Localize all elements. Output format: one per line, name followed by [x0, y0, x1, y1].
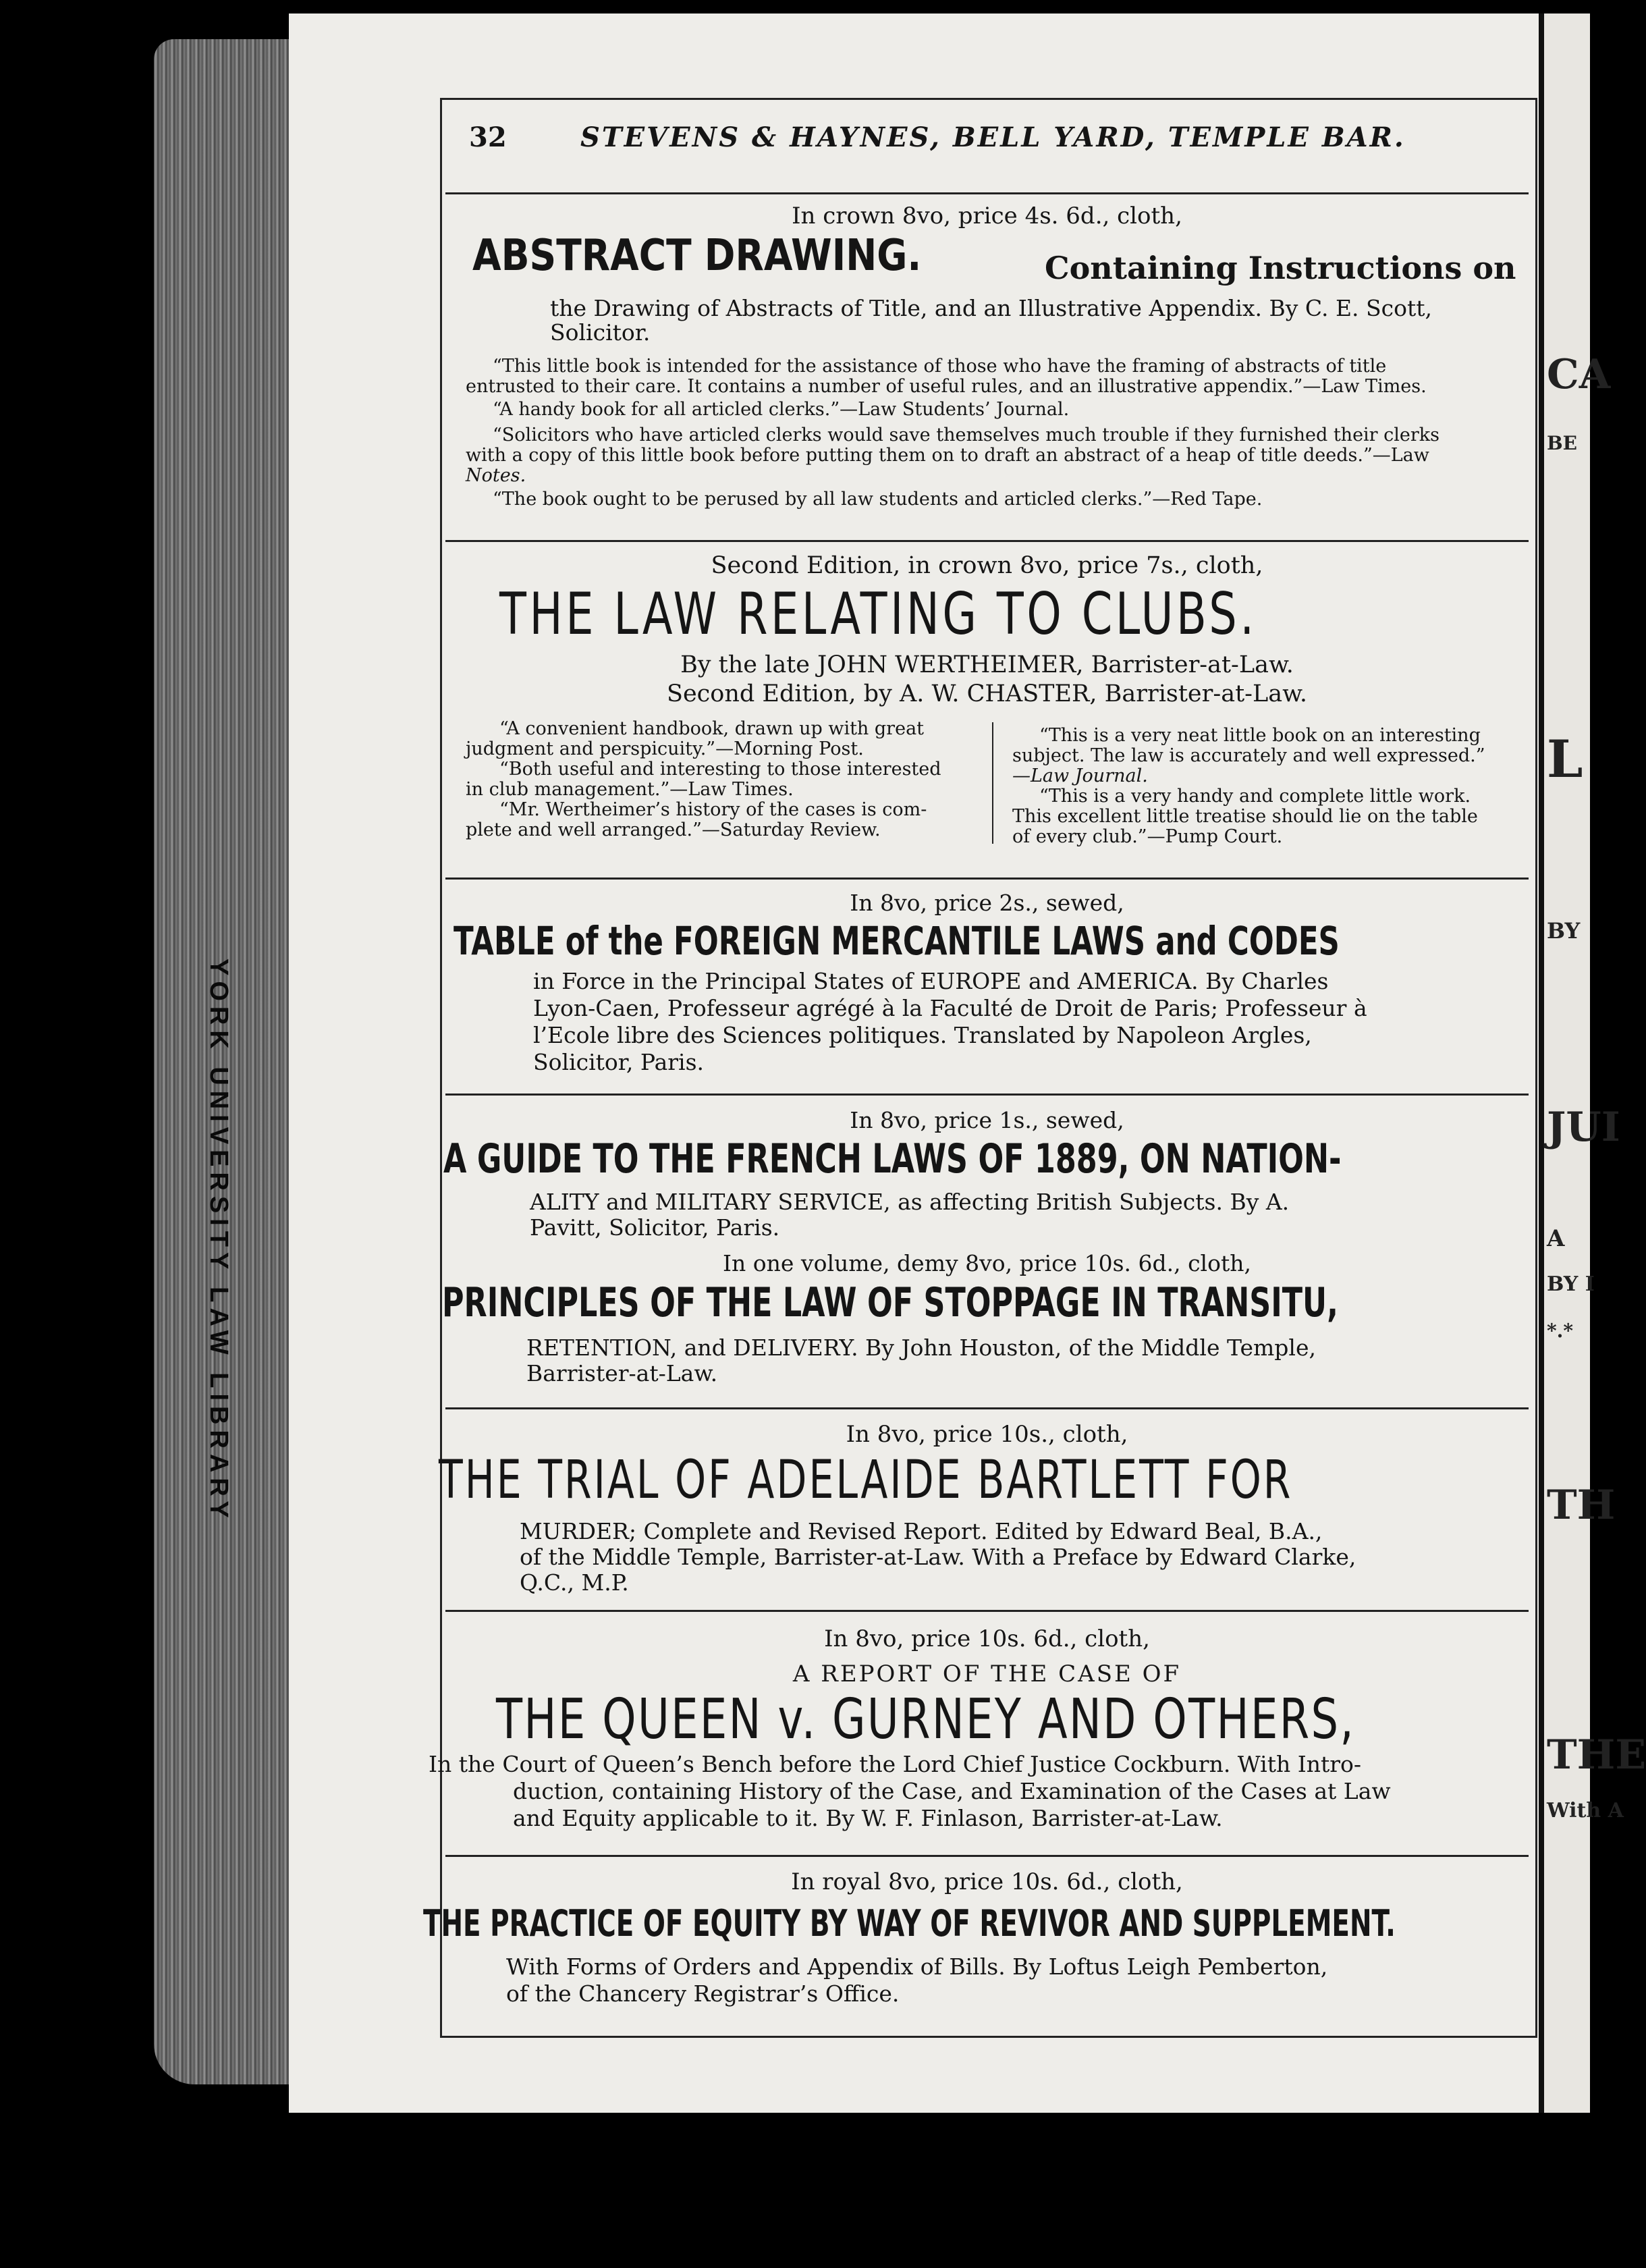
review-quote: Notes.: [466, 465, 526, 486]
review-quote: “This little book is intended for the assistance of those who have the framing of abstracts of title: [493, 356, 1387, 377]
ad-desc: Barrister-at-Law.: [526, 1360, 718, 1386]
facing-page-fragment: CA: [1547, 351, 1611, 398]
facing-page-fragment: THE: [1547, 1731, 1646, 1779]
review-quote: “A convenient handbook, drawn up with great: [499, 718, 925, 739]
ad-edition: Second Edition, by A. W. CHASTER, Barrister-at-Law.: [666, 680, 1308, 707]
ad-desc: In the Court of Queen’s Bench before the Lord Chief Justice Cockburn. With Intro-: [429, 1751, 1362, 1777]
ad-format: In royal 8vo, price 10s. 6d., cloth,: [791, 1868, 1183, 1895]
ad-desc: MURDER; Complete and Revised Report. Edited by Edward Beal, B.A.,: [520, 1518, 1323, 1544]
divider: [445, 192, 1529, 194]
review-quote: “Mr. Wertheimer’s history of the cases is com-: [499, 799, 927, 820]
review-quote: “This is a very neat little book on an interesting: [1039, 725, 1481, 746]
review-quote: plete and well arranged.”—Saturday Review.: [466, 819, 881, 840]
ad-format: In 8vo, price 10s., cloth,: [846, 1421, 1128, 1448]
review-quote: judgment and perspicuity.”—Morning Post.: [466, 738, 864, 759]
review-quote: of every club.”—Pump Court.: [1012, 826, 1283, 847]
ad-desc: Solicitor.: [550, 319, 651, 346]
facing-page-fragment: L: [1547, 729, 1583, 789]
page-number: 32: [469, 122, 507, 153]
ad-subtitle: A REPORT OF THE CASE OF: [792, 1660, 1182, 1688]
ad-format: In 8vo, price 10s. 6d., cloth,: [824, 1625, 1150, 1652]
review-quote: “The book ought to be perused by all law students and articled clerks.”—Red Tape.: [493, 489, 1263, 510]
ad-desc: Q.C., M.P.: [520, 1569, 629, 1596]
facing-page-fragment: JUI: [1547, 1104, 1620, 1151]
ad-title: THE TRIAL OF ADELAIDE BARTLETT FOR: [439, 1450, 1293, 1511]
divider: [445, 1610, 1529, 1612]
divider: [445, 540, 1529, 542]
ad-desc: With Forms of Orders and Appendix of Bills. By Loftus Leigh Pemberton,: [506, 1953, 1328, 1980]
facing-page-edge: [1539, 14, 1590, 2113]
review-quote: with a copy of this little book before putting them on to draft an abstract of a heap of title deeds.”—Law: [466, 445, 1429, 466]
ad-desc: l’Ecole libre des Sciences politiques. Translated by Napoleon Argles,: [533, 1022, 1312, 1048]
divider: [445, 1407, 1529, 1409]
ad-desc: of the Middle Temple, Barrister-at-Law. With a Preface by Edward Clarke,: [520, 1544, 1356, 1570]
divider: [445, 878, 1529, 880]
ad-desc: duction, containing History of the Case, and Examination of the Cases at Law: [513, 1778, 1391, 1804]
ad-desc: Lyon-Caen, Professeur agrégé à la Faculté de Droit de Paris; Professeur à: [533, 995, 1367, 1021]
ad-title: THE QUEEN v. GURNEY AND OTHERS,: [496, 1688, 1356, 1752]
ad-desc: and Equity applicable to it. By W. F. Finlason, Barrister-at-Law.: [513, 1805, 1223, 1831]
ad-desc: Solicitor, Paris.: [533, 1049, 705, 1075]
ad-desc: the Drawing of Abstracts of Title, and an Illustrative Appendix. By C. E. Scott,: [550, 295, 1432, 321]
review-quote: “This is a very handy and complete little work.: [1039, 786, 1471, 807]
divider: [445, 1855, 1529, 1857]
ad-title: A GUIDE TO THE FRENCH LAWS OF 1889, ON NATION-: [443, 1135, 1342, 1183]
ad-title: TABLE of the FOREIGN MERCANTILE LAWS and CODES: [454, 918, 1340, 964]
ad-author: By the late JOHN WERTHEIMER, Barrister-at-Law.: [680, 651, 1294, 678]
ad-format: In one volume, demy 8vo, price 10s. 6d., cloth,: [723, 1250, 1251, 1276]
review-quote: subject. The law is accurately and well expressed.”: [1012, 745, 1485, 766]
ad-desc: in Force in the Principal States of EUROPE and AMERICA. By Charles: [533, 968, 1329, 994]
review-quote: in club management.”—Law Times.: [466, 779, 794, 800]
facing-page-fragment: *.*: [1547, 1320, 1574, 1342]
ad-title: THE PRACTICE OF EQUITY BY WAY OF REVIVOR AND SUPPLEMENT.: [423, 1902, 1396, 1945]
ad-desc: Pavitt, Solicitor, Paris.: [530, 1214, 780, 1241]
review-quote: This excellent little treatise should lie on the table: [1012, 806, 1478, 827]
facing-page-fragment: BY: [1547, 918, 1581, 944]
running-head: STEVENS & HAYNES, BELL YARD, TEMPLE BAR.: [580, 122, 1406, 153]
facing-page-fragment: A: [1547, 1225, 1565, 1252]
ad-desc: Containing Instructions on: [1045, 250, 1516, 286]
review-quote: —Law Journal.: [1012, 765, 1148, 786]
ad-desc: of the Chancery Registrar’s Office.: [506, 1980, 900, 2007]
ad-format: In 8vo, price 2s., sewed,: [850, 890, 1124, 916]
ad-desc: ALITY and MILITARY SERVICE, as affecting British Subjects. By A.: [530, 1189, 1290, 1215]
facing-page-fragment: With A: [1547, 1799, 1624, 1823]
column-rule: [992, 722, 993, 844]
ad-title: ABSTRACT DRAWING.: [472, 231, 922, 281]
review-quote: “A handy book for all articled clerks.”—Law Students’ Journal.: [493, 399, 1070, 420]
ad-format: In 8vo, price 1s., sewed,: [850, 1107, 1124, 1133]
facing-page-fragment: TH: [1547, 1482, 1616, 1529]
ad-title: THE LAW RELATING TO CLUBS.: [499, 580, 1257, 648]
facing-page-fragment: BY I: [1547, 1272, 1595, 1296]
ad-format: Second Edition, in crown 8vo, price 7s., cloth,: [711, 552, 1263, 579]
ad-title: PRINCIPLES OF THE LAW OF STOPPAGE IN TRANSITU,: [442, 1279, 1338, 1326]
ad-format: In crown 8vo, price 4s. 6d., cloth,: [792, 202, 1182, 230]
review-quote: entrusted to their care. It contains a number of useful rules, and an illustrative appendix.”—Law Times.: [466, 376, 1427, 397]
divider: [445, 1094, 1529, 1096]
review-quote: “Both useful and interesting to those interested: [499, 759, 941, 780]
facing-page-fragment: BE: [1547, 432, 1578, 454]
review-quote: “Solicitors who have articled clerks would save themselves much trouble if they furnished their clerks: [493, 425, 1440, 446]
ad-desc: RETENTION, and DELIVERY. By John Houston, of the Middle Temple,: [526, 1334, 1316, 1361]
